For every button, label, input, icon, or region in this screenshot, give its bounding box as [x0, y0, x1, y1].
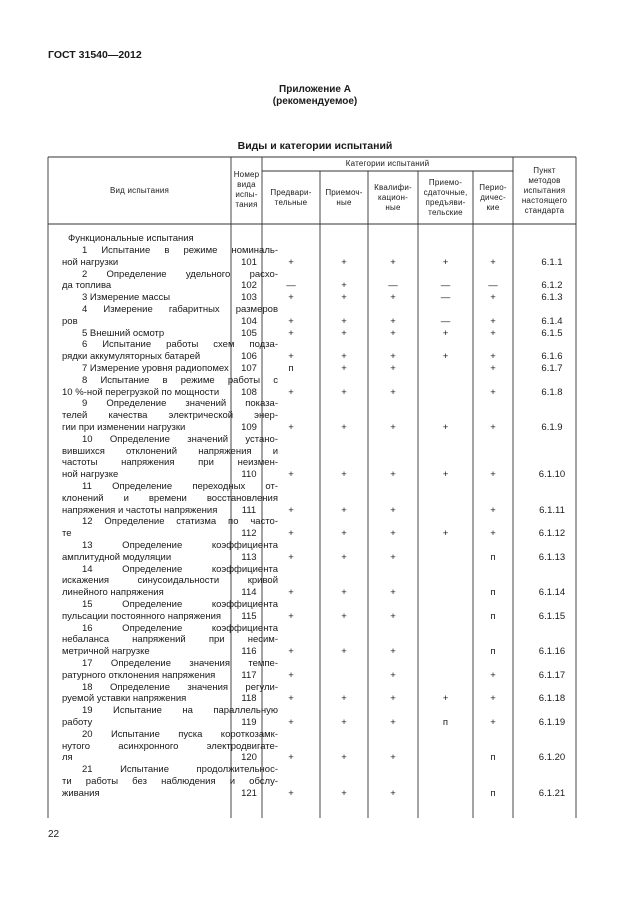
category-mark: +	[490, 256, 496, 268]
category-mark: —	[388, 280, 398, 292]
header-clause-text: Пункт методов испытания настоящего стандарта	[521, 165, 568, 215]
test-clause: 6.1.14	[538, 587, 566, 599]
test-description-line: линейного напряжения	[62, 587, 164, 599]
table-row	[48, 398, 576, 433]
category-mark: +	[390, 646, 396, 658]
header-cat-delivery-text: Приемо- сдаточные, предъяви- тельские	[423, 177, 468, 217]
category-mark: +	[288, 421, 294, 433]
category-mark: +	[288, 469, 294, 481]
test-clause: 6.1.19	[538, 716, 566, 728]
category-mark: +	[341, 469, 347, 481]
test-description-line: 13 Определение коэффициента	[82, 540, 278, 551]
test-clause: 6.1.17	[538, 669, 566, 681]
test-clause: 6.1.21	[538, 787, 566, 799]
table-row	[48, 269, 576, 293]
table-row	[48, 705, 576, 729]
category-mark: +	[288, 752, 294, 764]
category-mark: +	[341, 787, 347, 799]
test-description-line: 5 Внешний осмотр	[82, 327, 165, 339]
category-mark: +	[341, 528, 347, 540]
table-row	[48, 434, 576, 481]
category-mark: +	[442, 256, 449, 268]
category-mark: +	[442, 528, 449, 540]
table-row	[48, 328, 576, 340]
annex-type: (рекомендуемое)	[272, 96, 358, 107]
category-mark: +	[341, 646, 347, 658]
category-mark: +	[490, 469, 496, 481]
header-cat-delivery	[418, 171, 473, 224]
test-clause: 6.1.20	[538, 752, 566, 764]
test-description-line: 14 Определение коэффициента	[82, 563, 278, 575]
category-mark: +	[390, 327, 396, 339]
table-row	[48, 245, 576, 269]
test-clause: 6.1.5	[541, 327, 563, 339]
category-mark: +	[288, 327, 294, 339]
test-description-line: 12 Определение статизма по часто-	[82, 516, 278, 528]
category-mark: +	[490, 292, 496, 304]
header-cat-acceptance	[320, 171, 368, 224]
category-mark: +	[288, 292, 294, 304]
test-number: 117	[241, 669, 257, 681]
header-number	[231, 162, 262, 218]
category-mark: +	[288, 610, 294, 622]
table-title: Виды и категории испытаний	[237, 140, 393, 152]
table-row	[48, 363, 576, 375]
table-row	[48, 540, 576, 564]
category-mark: +	[390, 469, 396, 481]
standard-header: ГОСТ 31540—2012	[48, 49, 142, 61]
test-description-line: ров	[62, 315, 78, 327]
test-description-line: 3 Измерение массы	[82, 292, 171, 304]
category-mark: +	[288, 551, 294, 563]
category-mark: +	[341, 551, 347, 563]
category-mark: +	[288, 351, 294, 363]
category-mark: +	[442, 351, 449, 363]
category-mark: п	[490, 646, 496, 658]
test-description-line: телей качества электрической энер-	[62, 410, 278, 422]
table-row	[48, 516, 576, 540]
test-description-line: ной нагрузки	[62, 256, 119, 268]
test-clause: 6.1.16	[538, 646, 566, 658]
test-number: 118	[241, 693, 257, 705]
category-mark: +	[288, 528, 294, 540]
category-mark: +	[490, 528, 496, 540]
category-mark: +	[390, 315, 396, 327]
header-cat-periodic-text: Перио- дичес- кие	[479, 182, 507, 212]
test-description-line: 7 Измерение уровня радиопомех	[82, 363, 229, 374]
table-row	[48, 729, 576, 764]
section-label: Функциональные испытания	[68, 233, 194, 244]
category-mark: +	[390, 716, 396, 728]
test-description-line: 10 %-ной перегрузкой по мощности	[62, 386, 220, 398]
category-mark: +	[490, 421, 496, 433]
category-mark: п	[490, 787, 496, 799]
category-mark: +	[288, 587, 294, 599]
test-description-line: нутого асинхронного электродвигате-	[62, 740, 278, 752]
test-clause: 6.1.15	[538, 610, 566, 622]
test-number: 102	[241, 280, 257, 292]
category-mark: +	[490, 716, 496, 728]
test-description-line: 10 Определение значений устано-	[82, 433, 278, 445]
test-number: 114	[241, 587, 257, 599]
category-mark: +	[288, 646, 294, 658]
category-mark: +	[341, 315, 347, 327]
category-mark: +	[390, 669, 396, 681]
category-mark: —	[440, 315, 451, 327]
test-clause: 6.1.12	[538, 528, 566, 540]
table-row	[48, 292, 576, 304]
test-description-line: 2 Определение удельного расхо-	[82, 268, 278, 280]
test-description-line: гии при изменении нагрузки	[62, 421, 186, 433]
test-number: 108	[241, 386, 257, 398]
test-clause: 6.1.18	[538, 693, 566, 705]
category-mark: +	[341, 386, 347, 398]
header-cat-periodic	[473, 171, 513, 224]
test-clause: 6.1.10	[538, 469, 566, 481]
header-cat-preliminary-text: Предвари- тельные	[270, 187, 312, 207]
category-mark: п	[288, 363, 294, 374]
header-cat-preliminary	[262, 171, 320, 224]
test-number: 101	[241, 256, 257, 268]
test-description-line: руемой уставки напряжения	[62, 693, 187, 705]
table-row	[48, 623, 576, 658]
test-number: 104	[241, 315, 257, 327]
test-description-line: живания	[62, 787, 100, 799]
test-clause: 6.1.13	[538, 551, 566, 563]
test-clause: 6.1.3	[541, 292, 563, 304]
category-mark: +	[390, 351, 396, 363]
test-clause: 6.1.2	[541, 280, 563, 292]
category-mark: +	[390, 787, 396, 799]
table-row	[48, 682, 576, 706]
test-number: 112	[241, 528, 257, 540]
category-mark: +	[490, 669, 496, 681]
category-mark: +	[390, 292, 396, 304]
test-description-line: небаланса напряжений при несим-	[62, 634, 278, 646]
category-mark: +	[341, 351, 347, 363]
test-description-line: 1 Испытание в режиме номиналь-	[82, 245, 278, 256]
test-clause: 6.1.9	[541, 421, 563, 433]
category-mark: +	[390, 504, 396, 516]
category-mark: +	[288, 386, 294, 398]
category-mark: п	[490, 551, 496, 563]
test-description-line: 20 Испытание пуска короткозамк-	[82, 728, 278, 740]
category-mark: +	[390, 386, 396, 398]
category-mark: +	[288, 504, 294, 516]
test-description-line: 19 Испытание на параллельную	[82, 705, 278, 717]
test-description-line: 9 Определение значений показа-	[82, 398, 278, 410]
test-description-line: 15 Определение коэффициента	[82, 599, 278, 610]
category-mark: +	[341, 752, 347, 764]
test-description-line: ной нагрузке	[62, 469, 119, 481]
test-description-line: 18 Определение значения регули-	[82, 681, 278, 693]
category-mark: +	[288, 256, 294, 268]
test-description-line: 17 Определение значения темпе-	[82, 658, 278, 669]
table-row	[48, 564, 576, 599]
category-mark: +	[490, 327, 496, 339]
category-mark: +	[390, 256, 396, 268]
test-description-line: пульсации постоянного напряжения	[62, 610, 222, 622]
test-description-line: 21 Испытание продолжительнос-	[82, 764, 278, 776]
category-mark: +	[288, 693, 294, 705]
category-mark: +	[442, 421, 449, 433]
test-description-line: 16 Определение коэффициента	[82, 622, 278, 634]
category-mark: +	[341, 716, 347, 728]
test-number: 115	[241, 610, 257, 622]
category-mark: +	[490, 504, 496, 516]
category-mark: +	[390, 587, 396, 599]
test-description-line: вившихся отклонений напряжения и	[62, 445, 278, 457]
category-mark: +	[341, 587, 347, 599]
test-number: 113	[241, 551, 257, 563]
test-description-line: ратурного отклонения напряжения	[62, 669, 216, 681]
header-cat-qualification-text: Квалифи- кацион- ные	[374, 182, 412, 212]
category-mark: +	[490, 386, 496, 398]
category-mark: +	[490, 363, 496, 374]
table-row	[48, 375, 576, 399]
test-number: 109	[241, 421, 257, 433]
test-description-line: рядки аккумуляторных батарей	[62, 351, 201, 363]
test-number: 120	[241, 752, 257, 764]
category-mark: —	[488, 280, 498, 292]
test-description-line: 4 Измерение габаритных размеров	[82, 304, 278, 315]
category-mark: +	[390, 363, 396, 374]
test-clause: 6.1.4	[541, 315, 563, 327]
table-row	[48, 599, 576, 623]
category-mark: +	[341, 610, 347, 622]
test-description-line: частоты напряжения при неизмен-	[62, 457, 278, 469]
test-description-line: ти работы без наблюдения и обслу-	[62, 775, 278, 787]
header-cat-acceptance-text: Приемоч- ные	[325, 187, 363, 207]
test-number: 110	[241, 469, 257, 481]
category-mark: +	[490, 351, 496, 363]
category-mark: +	[341, 421, 347, 433]
test-number: 116	[241, 646, 257, 658]
category-mark: +	[341, 292, 347, 304]
test-description-line: 6 Испытание работы схем подза-	[82, 339, 278, 351]
test-description-line: 8 Испытание в режиме работы с	[82, 374, 278, 386]
category-mark: +	[288, 716, 294, 728]
page-number: 22	[48, 829, 60, 840]
test-clause: 6.1.1	[541, 256, 563, 268]
table-row	[48, 764, 576, 799]
category-mark: п	[490, 587, 496, 599]
category-mark: +	[390, 610, 396, 622]
category-mark: п	[490, 610, 496, 622]
table-row	[48, 339, 576, 363]
category-mark: п	[442, 716, 449, 728]
table-row	[48, 481, 576, 516]
category-mark: —	[286, 280, 296, 292]
test-description-line: ля	[62, 752, 73, 764]
category-mark: —	[440, 292, 451, 304]
test-description-line: амплитудной модуляции	[62, 551, 172, 563]
category-mark: +	[442, 693, 449, 705]
test-clause: 6.1.7	[541, 363, 563, 374]
category-mark: +	[288, 669, 294, 681]
category-mark: +	[390, 752, 396, 764]
test-number: 105	[241, 327, 257, 339]
category-mark: п	[490, 752, 496, 764]
test-number: 103	[241, 292, 257, 304]
test-description-line: 11 Определение переходных от-	[82, 481, 278, 492]
test-number: 121	[241, 787, 257, 799]
category-mark: +	[288, 787, 294, 799]
test-number: 106	[241, 351, 257, 363]
category-mark: +	[341, 363, 347, 374]
category-mark: +	[341, 256, 347, 268]
annex-label: Приложение А	[279, 84, 351, 95]
table-row	[48, 658, 576, 682]
category-mark: +	[390, 421, 396, 433]
test-description-line: напряжения и частоты напряжения	[62, 504, 218, 516]
test-description-line: метричной нагрузке	[62, 646, 150, 658]
category-mark: +	[442, 327, 449, 339]
header-test-type: Вид испытания	[109, 185, 170, 195]
category-mark: +	[341, 504, 347, 516]
test-description-line: те	[62, 528, 72, 540]
category-mark: +	[490, 315, 496, 327]
category-mark: +	[341, 693, 347, 705]
header-clause	[513, 157, 576, 224]
category-mark: +	[390, 528, 396, 540]
table-row	[48, 304, 576, 328]
test-description-line: искажения синусоидальности кривой	[62, 575, 278, 587]
category-mark: +	[490, 693, 496, 705]
category-mark: +	[288, 315, 294, 327]
test-number: 107	[241, 363, 257, 374]
test-clause: 6.1.8	[541, 386, 563, 398]
category-mark: —	[440, 280, 451, 292]
header-number-text: Номер вида испы- тания	[233, 170, 260, 209]
category-mark: +	[390, 693, 396, 705]
test-number: 111	[241, 504, 257, 516]
category-mark: +	[341, 327, 347, 339]
test-number: 119	[241, 716, 257, 728]
test-clause: 6.1.11	[539, 504, 565, 516]
test-description-line: клонений и времени восстановления	[62, 492, 278, 504]
category-mark: +	[341, 280, 347, 292]
category-mark: +	[442, 469, 449, 481]
test-description-line: работу	[62, 716, 93, 728]
header-categories: Категории испытаний	[345, 159, 430, 168]
category-mark: +	[390, 551, 396, 563]
test-description-line: да топлива	[62, 280, 112, 292]
header-cat-qualification	[368, 171, 418, 224]
test-clause: 6.1.6	[541, 351, 563, 363]
